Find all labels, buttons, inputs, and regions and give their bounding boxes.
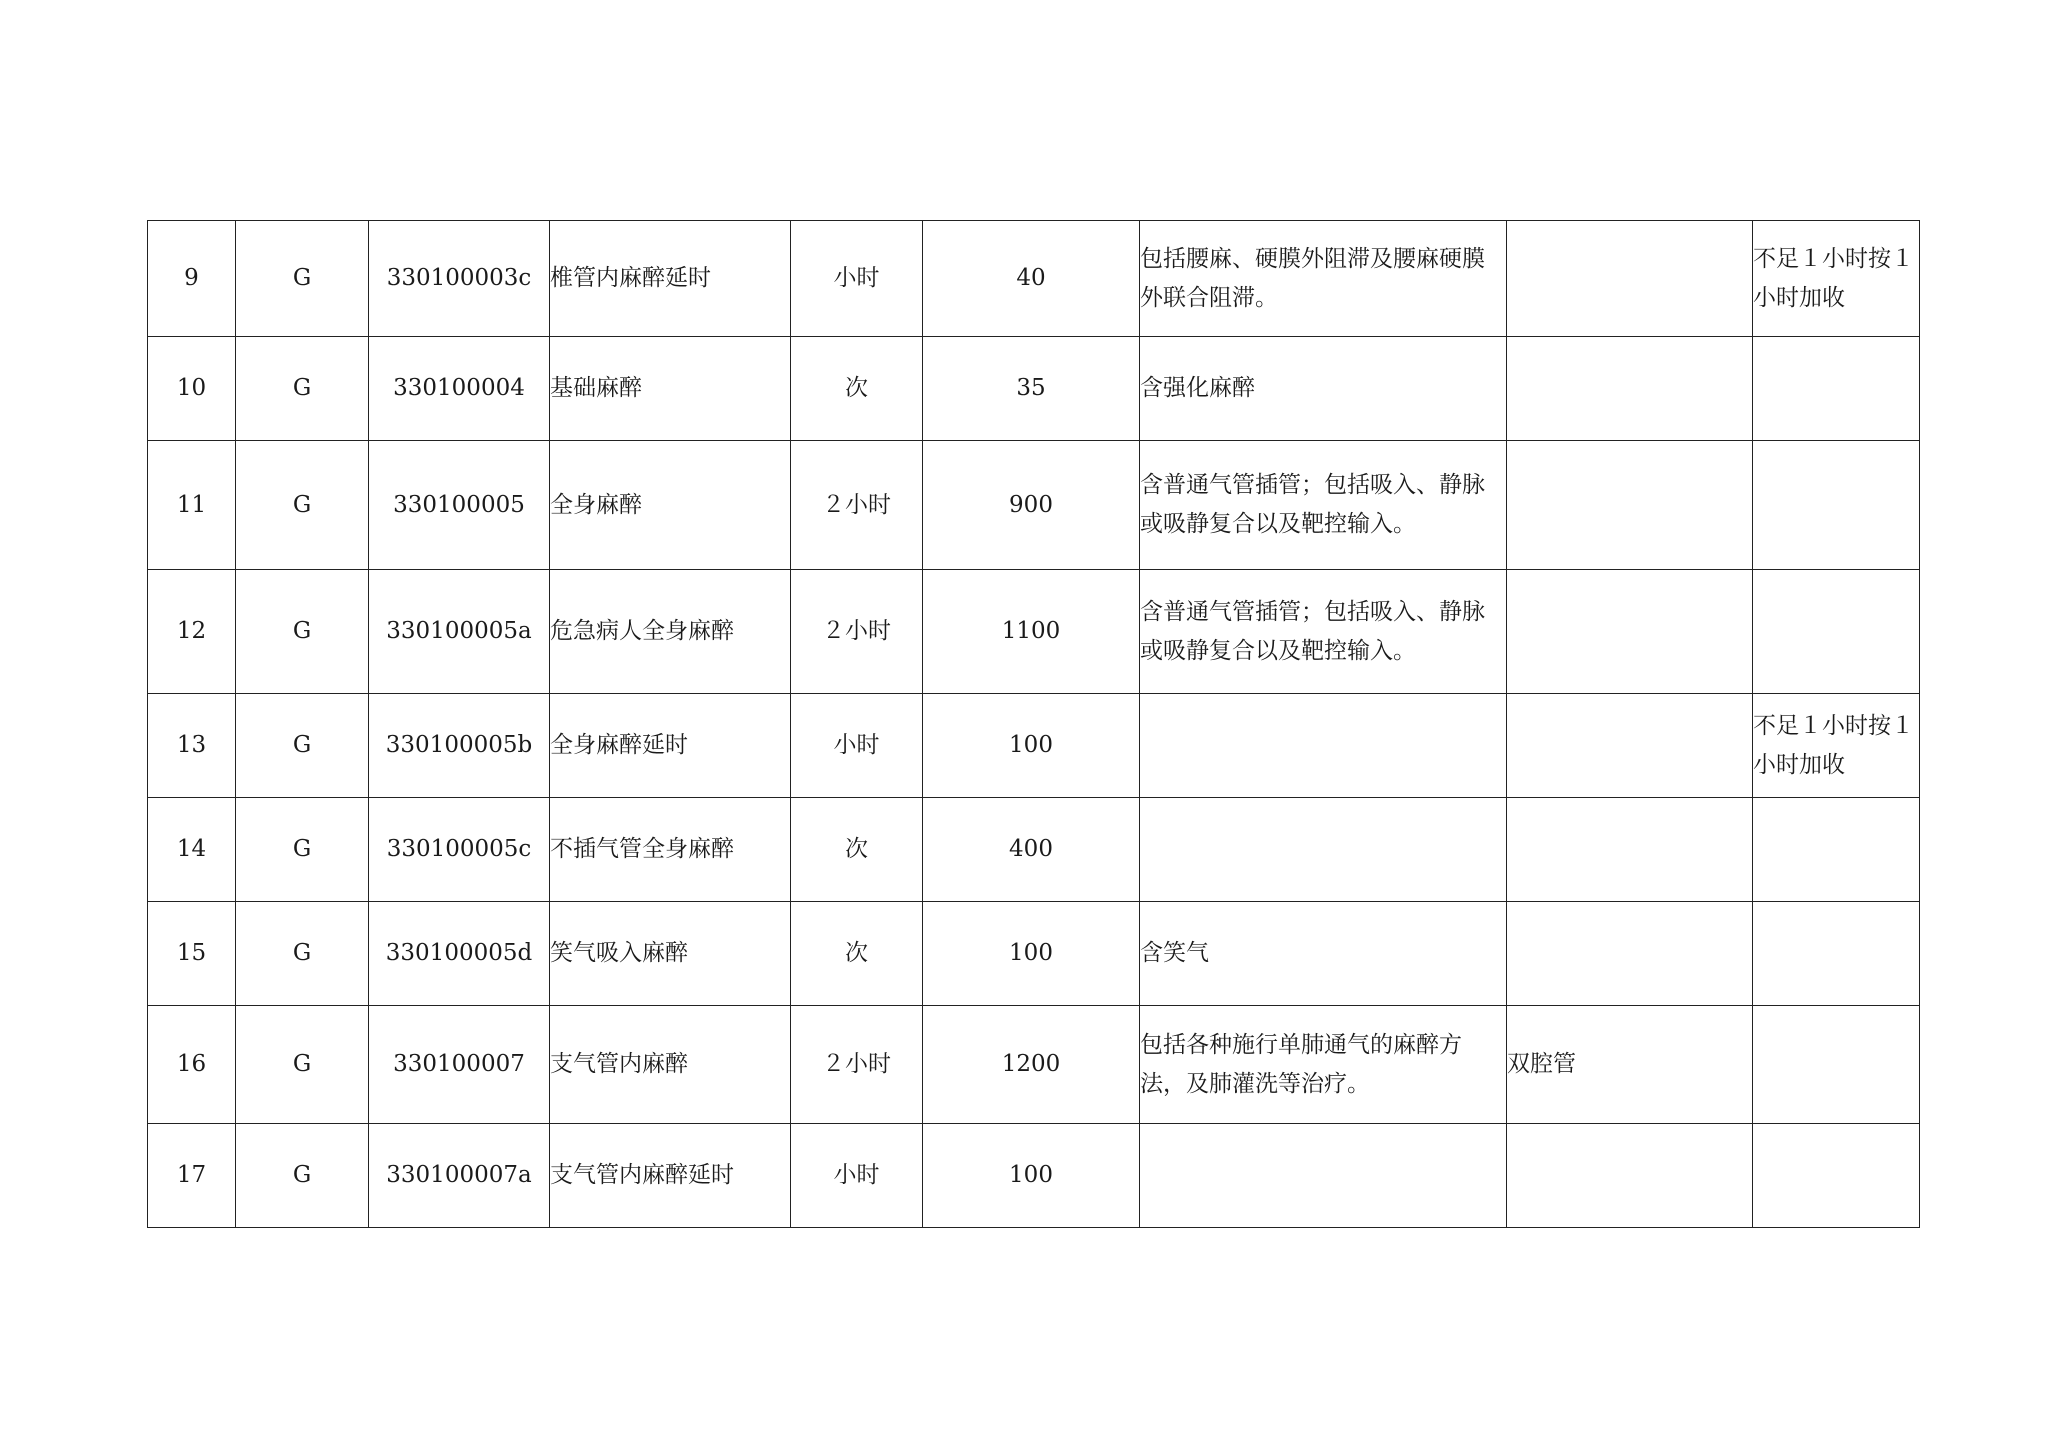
- remark-cell: [1753, 902, 1920, 1006]
- excluded-cell: 双腔管: [1507, 1006, 1753, 1124]
- unit-cell: 次: [791, 337, 923, 441]
- excluded-cell: [1507, 694, 1753, 798]
- category-cell: G: [236, 1124, 369, 1228]
- seq-cell: 14: [148, 798, 236, 902]
- unit-cell: 小时: [791, 221, 923, 337]
- excluded-cell: [1507, 1124, 1753, 1228]
- unit-cell: 小时: [791, 1124, 923, 1228]
- remark-cell: [1753, 798, 1920, 902]
- remark-cell: [1753, 441, 1920, 570]
- price-cell: 400: [923, 798, 1140, 902]
- connotation-cell: [1140, 1124, 1507, 1228]
- table-row: [148, 441, 1920, 570]
- excluded-cell: [1507, 798, 1753, 902]
- excluded-cell: [1507, 337, 1753, 441]
- price-cell: 100: [923, 1124, 1140, 1228]
- unit-cell: ２小时: [791, 570, 923, 694]
- connotation-cell: 含笑气: [1140, 902, 1507, 1006]
- category-cell: G: [236, 798, 369, 902]
- item-name-cell: 基础麻醉: [550, 337, 791, 441]
- remark-cell: 不足１小时按１小时加收: [1753, 221, 1920, 337]
- item-name-cell: 支气管内麻醉: [550, 1006, 791, 1124]
- table-row: [148, 570, 1920, 694]
- price-cell: 100: [923, 902, 1140, 1006]
- category-cell: G: [236, 221, 369, 337]
- connotation-cell: 含普通气管插管；包括吸入、静脉或吸静复合以及靶控输入。: [1140, 570, 1507, 694]
- unit-cell: ２小时: [791, 441, 923, 570]
- fee-schedule-table: [147, 220, 1920, 1228]
- unit-cell: ２小时: [791, 1006, 923, 1124]
- item-name-cell: 椎管内麻醉延时: [550, 221, 791, 337]
- table-row: [148, 1006, 1920, 1124]
- price-cell: 100: [923, 694, 1140, 798]
- table-row: [148, 221, 1920, 337]
- category-cell: G: [236, 1006, 369, 1124]
- excluded-cell: [1507, 902, 1753, 1006]
- code-cell: 330100007: [369, 1006, 550, 1124]
- code-cell: 330100005c: [369, 798, 550, 902]
- seq-cell: 17: [148, 1124, 236, 1228]
- excluded-cell: [1507, 221, 1753, 337]
- connotation-cell: [1140, 694, 1507, 798]
- table-row: [148, 694, 1920, 798]
- category-cell: G: [236, 570, 369, 694]
- connotation-cell: 含普通气管插管；包括吸入、静脉或吸静复合以及靶控输入。: [1140, 441, 1507, 570]
- connotation-cell: [1140, 798, 1507, 902]
- code-cell: 330100005a: [369, 570, 550, 694]
- unit-cell: 次: [791, 902, 923, 1006]
- seq-cell: 16: [148, 1006, 236, 1124]
- remark-cell: [1753, 1006, 1920, 1124]
- table-body: [148, 221, 1920, 1228]
- remark-cell: 不足１小时按１小时加收: [1753, 694, 1920, 798]
- code-cell: 330100003c: [369, 221, 550, 337]
- seq-cell: 15: [148, 902, 236, 1006]
- item-name-cell: 全身麻醉延时: [550, 694, 791, 798]
- category-cell: G: [236, 902, 369, 1006]
- seq-cell: 11: [148, 441, 236, 570]
- table-row: [148, 1124, 1920, 1228]
- item-name-cell: 笑气吸入麻醉: [550, 902, 791, 1006]
- seq-cell: 9: [148, 221, 236, 337]
- remark-cell: [1753, 570, 1920, 694]
- seq-cell: 13: [148, 694, 236, 798]
- category-cell: G: [236, 441, 369, 570]
- code-cell: 330100005d: [369, 902, 550, 1006]
- price-cell: 40: [923, 221, 1140, 337]
- connotation-cell: 含强化麻醉: [1140, 337, 1507, 441]
- item-name-cell: 不插气管全身麻醉: [550, 798, 791, 902]
- code-cell: 330100004: [369, 337, 550, 441]
- connotation-cell: 包括腰麻、硬膜外阻滞及腰麻硬膜外联合阻滞。: [1140, 221, 1507, 337]
- unit-cell: 次: [791, 798, 923, 902]
- code-cell: 330100007a: [369, 1124, 550, 1228]
- price-cell: 1200: [923, 1006, 1140, 1124]
- code-cell: 330100005: [369, 441, 550, 570]
- price-cell: 1100: [923, 570, 1140, 694]
- table-row: [148, 798, 1920, 902]
- unit-cell: 小时: [791, 694, 923, 798]
- table-row: [148, 902, 1920, 1006]
- category-cell: G: [236, 694, 369, 798]
- connotation-cell: 包括各种施行单肺通气的麻醉方法，及肺灌洗等治疗。: [1140, 1006, 1507, 1124]
- price-cell: 35: [923, 337, 1140, 441]
- table-row: [148, 337, 1920, 441]
- excluded-cell: [1507, 441, 1753, 570]
- excluded-cell: [1507, 570, 1753, 694]
- price-cell: 900: [923, 441, 1140, 570]
- item-name-cell: 危急病人全身麻醉: [550, 570, 791, 694]
- seq-cell: 10: [148, 337, 236, 441]
- item-name-cell: 全身麻醉: [550, 441, 791, 570]
- remark-cell: [1753, 337, 1920, 441]
- remark-cell: [1753, 1124, 1920, 1228]
- code-cell: 330100005b: [369, 694, 550, 798]
- seq-cell: 12: [148, 570, 236, 694]
- category-cell: G: [236, 337, 369, 441]
- item-name-cell: 支气管内麻醉延时: [550, 1124, 791, 1228]
